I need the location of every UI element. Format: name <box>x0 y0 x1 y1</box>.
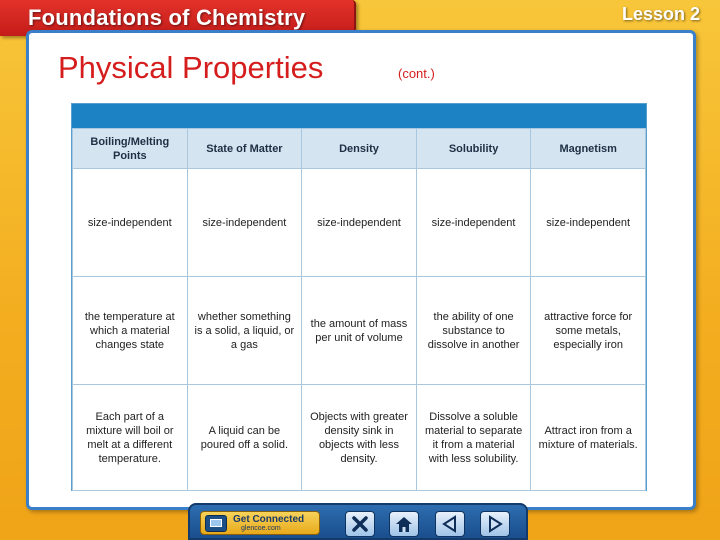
column-header: Density <box>302 129 417 169</box>
table-cell: size-independent <box>416 169 531 277</box>
table-cell: size-independent <box>73 169 188 277</box>
table-cell: Objects with greater density sink in objects with less density. <box>302 385 417 491</box>
properties-table <box>71 103 647 491</box>
previous-icon <box>440 515 460 533</box>
column-header: Boiling/Melting Points <box>73 129 188 169</box>
computer-icon <box>205 515 227 532</box>
get-connected-url: glencoe.com <box>241 525 281 532</box>
table-cell: the temperature at which a material changes state <box>73 277 188 385</box>
get-connected-button[interactable] <box>200 511 320 535</box>
course-title: Foundations of Chemistry <box>28 5 306 30</box>
properties-grid <box>72 128 646 491</box>
table-cell: A liquid can be poured off a solid. <box>187 385 302 491</box>
column-header: Magnetism <box>531 129 646 169</box>
home-icon <box>394 515 414 533</box>
close-button[interactable] <box>345 511 375 537</box>
previous-button[interactable] <box>435 511 465 537</box>
next-button[interactable] <box>480 511 510 537</box>
get-connected-label: Get Connected <box>233 514 305 525</box>
table-cell: attractive force for some metals, especially iron <box>531 277 646 385</box>
page-subtitle: (cont.) <box>398 66 435 81</box>
table-cell: size-independent <box>187 169 302 277</box>
column-header: Solubility <box>416 129 531 169</box>
table-cell: the ability of one substance to dissolve in another <box>416 277 531 385</box>
table-row <box>73 169 646 277</box>
table-cell: size-independent <box>531 169 646 277</box>
close-icon <box>350 515 370 533</box>
next-icon <box>485 515 505 533</box>
table-row <box>73 385 646 491</box>
table-row <box>73 277 646 385</box>
column-header: State of Matter <box>187 129 302 169</box>
table-cell: size-independent <box>302 169 417 277</box>
page-title: Physical Properties <box>58 50 324 85</box>
table-cell: Attract iron from a mixture of materials. <box>531 385 646 491</box>
home-button[interactable] <box>389 511 419 537</box>
table-header-bar <box>72 104 646 128</box>
table-cell: Dissolve a soluble material to separate it from a material with less solubility. <box>416 385 531 491</box>
table-cell: the amount of mass per unit of volume <box>302 277 417 385</box>
lesson-label: Lesson 2 <box>621 4 700 24</box>
table-cell: Each part of a mixture will boil or melt at a different temperature. <box>73 385 188 491</box>
navigation-bar <box>188 503 528 540</box>
table-cell: whether something is a solid, a liquid, or a gas <box>187 277 302 385</box>
table-header-row <box>73 129 646 169</box>
